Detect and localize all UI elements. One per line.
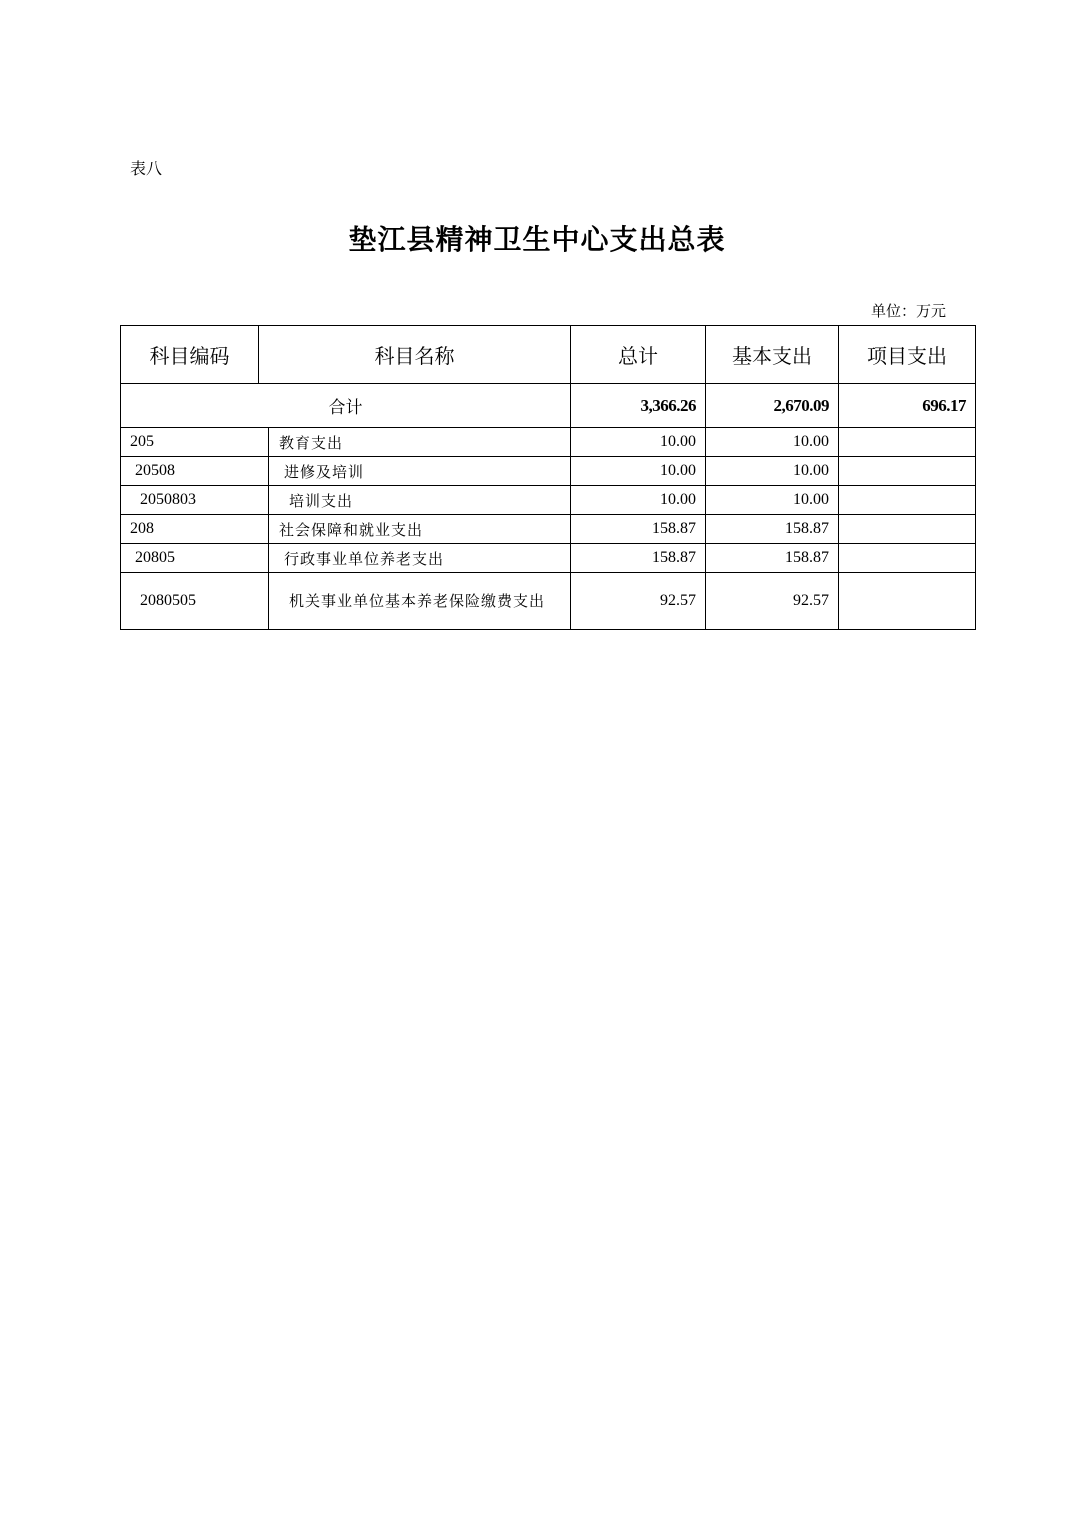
row-basic: 92.57 <box>706 573 839 630</box>
row-total: 10.00 <box>571 486 706 515</box>
table-row <box>121 544 976 573</box>
row-name: 社会保障和就业支出 <box>269 515 571 544</box>
column-header-name: 科目名称 <box>259 326 571 384</box>
row-name: 培训支出 <box>269 486 571 515</box>
row-basic: 10.00 <box>706 457 839 486</box>
total-project-value: 696.17 <box>839 384 976 428</box>
row-project <box>839 486 976 515</box>
expenditure-table <box>120 325 976 630</box>
row-code: 20508 <box>121 457 269 486</box>
row-code: 2080505 <box>121 573 269 630</box>
page-title: 垫江县精神卫生中心支出总表 <box>348 223 726 256</box>
total-label: 合计 <box>121 384 571 428</box>
row-code: 2050803 <box>121 486 269 515</box>
row-code: 20805 <box>121 544 269 573</box>
table-number-label: 表八 <box>130 159 163 178</box>
row-basic: 158.87 <box>706 515 839 544</box>
table-row <box>121 573 976 630</box>
total-value: 3,366.26 <box>571 384 706 428</box>
row-total: 158.87 <box>571 515 706 544</box>
row-name: 行政事业单位养老支出 <box>269 544 571 573</box>
column-header-total: 总计 <box>571 326 706 384</box>
row-total: 10.00 <box>571 428 706 457</box>
row-basic: 10.00 <box>706 486 839 515</box>
row-name: 教育支出 <box>269 428 571 457</box>
row-project <box>839 515 976 544</box>
row-total: 10.00 <box>571 457 706 486</box>
row-project <box>839 428 976 457</box>
row-total: 158.87 <box>571 544 706 573</box>
table-row <box>121 428 976 457</box>
column-header-project: 项目支出 <box>839 326 976 384</box>
row-project <box>839 544 976 573</box>
row-total: 92.57 <box>571 573 706 630</box>
row-project <box>839 457 976 486</box>
table-row <box>121 457 976 486</box>
row-name: 进修及培训 <box>269 457 571 486</box>
row-project <box>839 573 976 630</box>
table-row <box>121 486 976 515</box>
column-header-basic: 基本支出 <box>706 326 839 384</box>
row-basic: 158.87 <box>706 544 839 573</box>
row-name: 机关事业单位基本养老保险缴费支出 <box>269 573 571 630</box>
table-header-row <box>121 326 976 384</box>
total-basic-value: 2,670.09 <box>706 384 839 428</box>
column-header-code: 科目编码 <box>121 326 259 384</box>
table-row <box>121 515 976 544</box>
row-basic: 10.00 <box>706 428 839 457</box>
unit-label: 单位：万元 <box>870 302 946 320</box>
row-code: 205 <box>121 428 269 457</box>
row-code: 208 <box>121 515 269 544</box>
total-row <box>121 384 976 428</box>
